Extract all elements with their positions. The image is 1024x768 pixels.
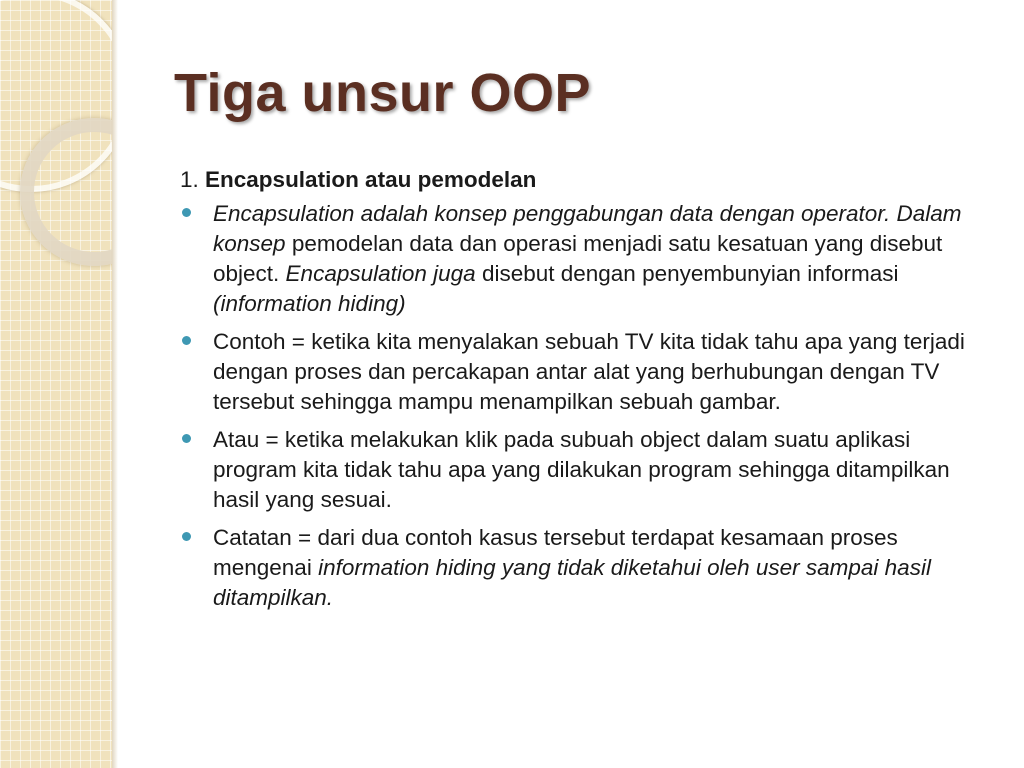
bullet-item-encapsulation <box>180 199 995 319</box>
bullet-dot-icon <box>182 532 191 541</box>
bullet-dot-icon <box>182 208 191 217</box>
bullet-text-segment: pemodelan data dan operasi menjadi satu kesatuan yang disebut object. <box>213 231 943 286</box>
bullet-text-segment: Encapsulation juga <box>285 261 476 286</box>
decorative-side-panel <box>0 0 112 768</box>
bullet-item-atau <box>180 425 995 515</box>
section-number: 1. <box>180 167 199 192</box>
bullet-text-segment: (information hiding) <box>213 291 406 316</box>
slide-content <box>180 165 995 621</box>
section-title: Encapsulation atau pemodelan <box>205 167 537 192</box>
bullet-text-segment: disebut dengan penyembunyian informasi <box>475 261 899 286</box>
bullet-text-segment: Catatan = dari dua contoh kasus tersebut terdapat kesamaan proses mengenai <box>213 525 898 580</box>
bullet-dot-icon <box>182 336 191 345</box>
bullet-dot-icon <box>182 434 191 443</box>
bullet-text-segment: information hiding yang tidak diketahui oleh user sampai hasil ditampilkan. <box>213 555 931 610</box>
slide-title: Tiga unsur OOP <box>174 63 592 123</box>
bullet-text-segment: Encapsulation adalah konsep penggabungan data dengan operator. Dalam konsep <box>213 201 962 256</box>
bullet-item-catatan <box>180 523 995 613</box>
bullet-item-contoh <box>180 327 995 417</box>
bullet-text-segment: Atau = ketika melakukan klik pada subuah object dalam suatu aplikasi program kita tidak tahu apa yang dilakukan program sehingga ditampilkan hasil yang sesuai. <box>213 427 950 512</box>
side-panel-shadow <box>112 0 118 768</box>
bullet-list <box>180 199 995 613</box>
section-heading <box>180 165 995 195</box>
bullet-text-segment: Contoh = ketika kita menyalakan sebuah TV kita tidak tahu apa yang terjadi dengan proses dan percakapan antar alat yang berhubungan dengan TV tersebut sehingga mampu menampilkan sebuah gambar. <box>213 329 965 414</box>
